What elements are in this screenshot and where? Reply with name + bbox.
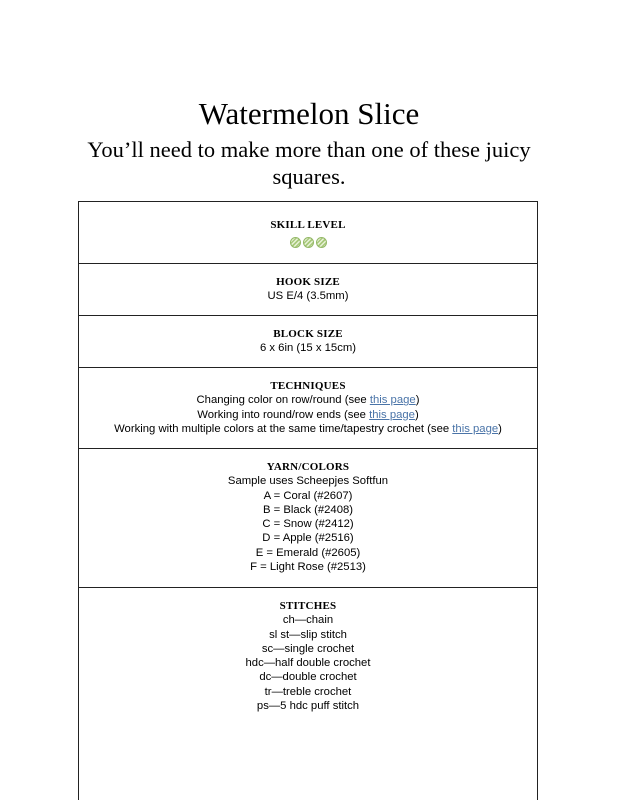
stitches-section: [79, 587, 537, 713]
this-page-link[interactable]: this page: [369, 408, 415, 421]
stitch-line: tr—treble crochet: [264, 685, 352, 698]
page-subtitle: You’ll need to make more than one of these juicy squares.: [87, 137, 531, 189]
skill-level-indicator: [290, 237, 327, 248]
stitch-line: dc—double crochet: [259, 671, 357, 684]
technique-item: Working with multiple colors at the same time/tapestry crochet (see this page): [114, 422, 502, 435]
yarn-line: C = Snow (#2412): [262, 518, 354, 531]
technique-item: Changing color on row/round (see this page): [196, 394, 420, 407]
yarn-colors-heading: YARN/COLORS: [266, 461, 350, 473]
hook-size-section: [79, 263, 537, 304]
stitch-line: sc—single crochet: [261, 642, 355, 655]
techniques-heading: TECHNIQUES: [270, 380, 346, 392]
stitch-line: hdc—half double crochet: [245, 657, 371, 670]
block-size-value: 6 x 6in (15 x 15cm): [259, 342, 357, 355]
yarn-colors-section: [79, 448, 537, 574]
yarn-line: Sample uses Scheepjes Softfun: [227, 475, 389, 488]
this-page-link[interactable]: this page: [452, 422, 499, 435]
page-title: Watermelon Slice: [198, 96, 420, 131]
yarn-line: F = Light Rose (#2513): [250, 561, 366, 574]
block-size-heading: BLOCK SIZE: [273, 328, 343, 340]
techniques-section: [79, 367, 537, 436]
technique-item: Working into round/row ends (see this page): [197, 408, 419, 421]
stitches-heading: STITCHES: [279, 600, 337, 612]
stitch-line: sl st—slip stitch: [269, 628, 347, 641]
yarn-line: B = Black (#2408): [262, 503, 354, 516]
stitch-line: ch—chain: [282, 614, 334, 627]
stitch-line: ps—5 hdc puff stitch: [256, 700, 360, 713]
skill-level-section: [79, 218, 537, 253]
skill-dot-icon: [303, 237, 314, 248]
block-size-section: [79, 315, 537, 356]
yarn-line: E = Emerald (#2605): [255, 546, 361, 559]
pattern-info-table: [78, 201, 538, 800]
skill-dot-icon: [316, 237, 327, 248]
yarn-line: A = Coral (#2607): [263, 489, 353, 502]
skill-level-heading: SKILL LEVEL: [270, 219, 346, 231]
skill-dot-icon: [290, 237, 301, 248]
this-page-link[interactable]: this page: [369, 394, 416, 407]
hook-size-value: US E/4 (3.5mm): [267, 290, 349, 303]
hook-size-heading: HOOK SIZE: [276, 276, 340, 288]
yarn-line: D = Apple (#2516): [262, 532, 354, 545]
